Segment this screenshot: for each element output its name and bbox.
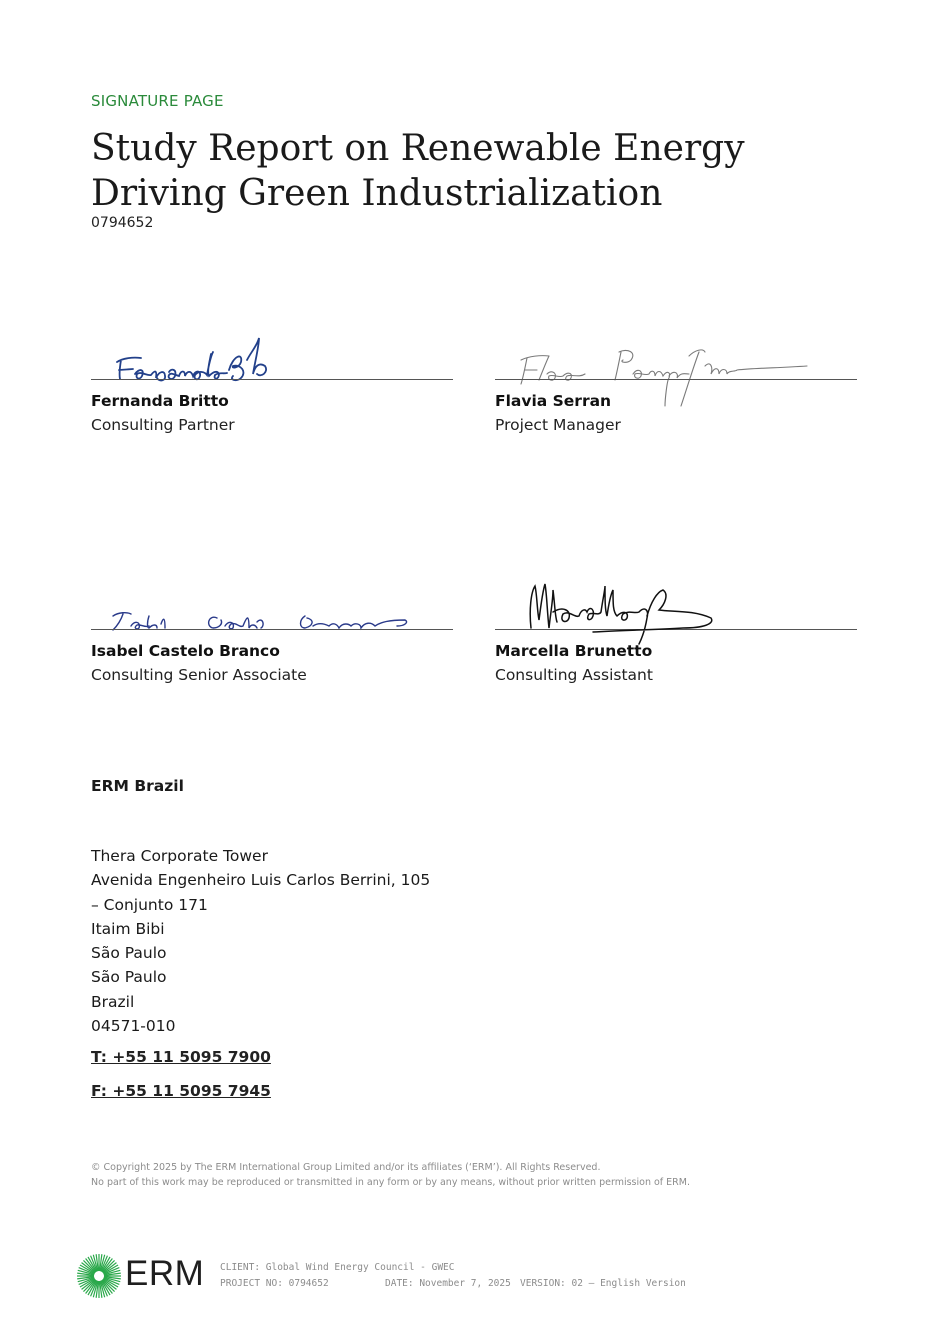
handwritten-signature	[523, 550, 723, 650]
office-name: ERM Brazil	[91, 777, 184, 795]
erm-logo-text: ERM	[125, 1254, 205, 1293]
address-line: Avenida Engenheiro Luis Carlos Berrini, 105	[91, 871, 431, 890]
address-line: Thera Corporate Tower	[91, 847, 268, 865]
signatory-role: Consulting Senior Associate	[91, 666, 307, 684]
signatory-name: Isabel Castelo Branco	[91, 642, 280, 660]
footer-version: VERSION: 02 – English Version	[520, 1278, 686, 1289]
address-line: São Paulo	[91, 944, 167, 963]
address-line: Brazil	[91, 992, 135, 1011]
copyright-line: © Copyright 2025 by The ERM International Group Limited and/or its affiliates (‘ERM’). All Rights Reserved.	[91, 1162, 601, 1173]
erm-logo-icon	[76, 1253, 122, 1299]
fax-link[interactable]: F: +55 11 5095 7945	[91, 1082, 271, 1100]
footer-client: CLIENT: Global Wind Energy Council - GWEC	[220, 1262, 455, 1273]
signature-block-3	[91, 570, 453, 690]
office-address	[91, 844, 430, 1038]
signature-block-4	[495, 570, 857, 690]
signatory-role: Consulting Assistant	[495, 666, 653, 684]
address-line: – Conjunto 171	[91, 895, 208, 914]
signature-block-2	[495, 320, 857, 440]
address-line: São Paulo	[91, 968, 167, 987]
signatory-name: Flavia Serran	[495, 392, 612, 410]
footer-project-no: PROJECT NO: 0794652	[220, 1278, 329, 1289]
phone-link[interactable]: T: +55 11 5095 7900	[91, 1048, 271, 1066]
copyright-line: No part of this work may be reproduced or transmitted in any form or by any means, without prior written permission of ERM.	[91, 1176, 690, 1188]
footer-date: DATE: November 7, 2025	[385, 1278, 511, 1289]
signature-block-1	[91, 320, 453, 440]
document-number: 0794652	[91, 215, 154, 231]
section-eyebrow: SIGNATURE PAGE	[91, 92, 224, 110]
signatory-role: Project Manager	[495, 416, 621, 434]
address-line: Itaim Bibi	[91, 919, 165, 938]
signatory-name: Fernanda Britto	[91, 392, 229, 410]
page-title: Study Report on Renewable Energy Driving Green Industrialization	[91, 128, 745, 214]
address-line: 04571-010	[91, 1017, 176, 1036]
signatory-role: Consulting Partner	[91, 416, 235, 434]
signatory-name: Marcella Brunetto	[495, 642, 653, 660]
handwritten-signature	[109, 606, 419, 636]
copyright-notice	[91, 1161, 690, 1190]
handwritten-signature	[111, 326, 301, 386]
